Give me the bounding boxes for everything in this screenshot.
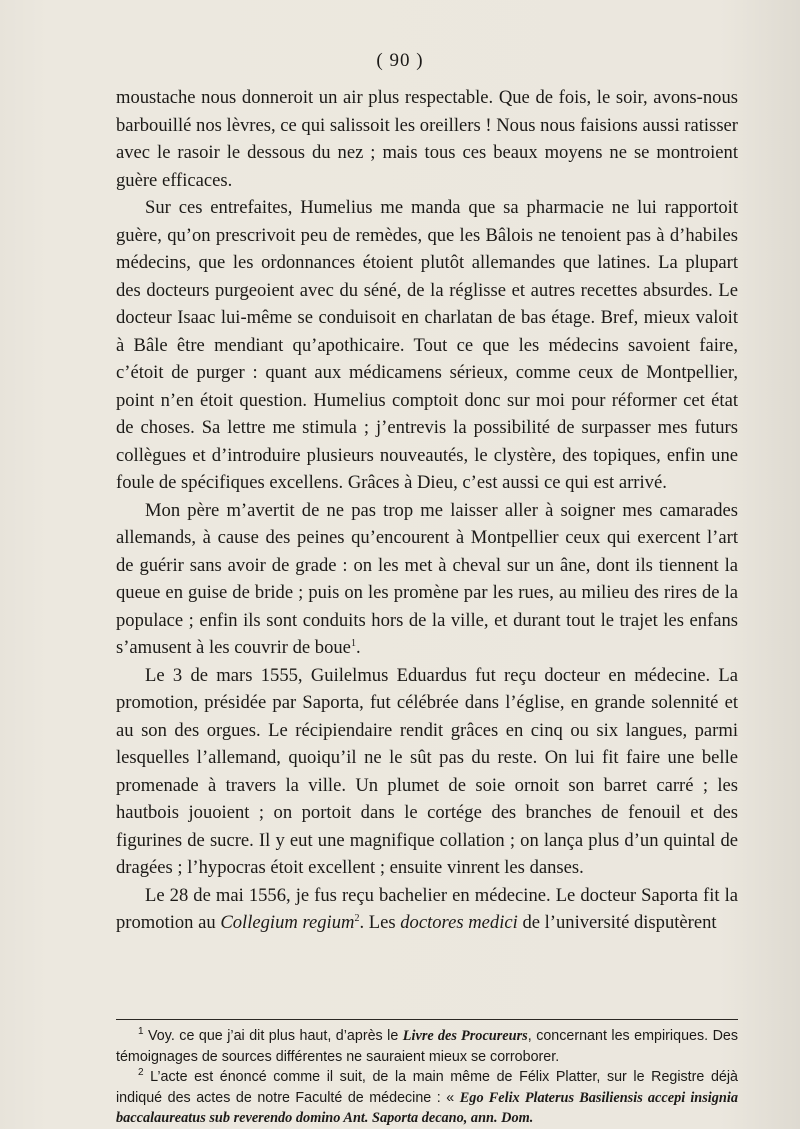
paragraph-3 (116, 497, 738, 662)
paragraph-2: Sur ces entrefaites, Humelius me manda que sa pharmacie ne lui rapportoit guère, qu’on prescrivoit peu de remèdes, que les Bâlois ne tenoient pas à d’habiles médecins, que les ordonnances étoient plutôt allemandes que latines. La plupart des docteurs purgeoient avec du séné, de la réglisse et autres recettes absurdes. Le docteur Isaac lui-même se conduisoit en charlatan de bas étage. Bref, mieux valoit à Bâle être mendiant qu’apothicaire. Tout ce que les médecins savoient faire, c’étoit de purger : quant aux médicamens sérieux, comme ceux de Montpellier, point n’en étoit question. Humelius comptoit donc sur moi pour réformer cet état de choses. Sa lettre me stimula ; j’entrevis la possibilité de surpasser mes futurs collègues et d’introduire plusieurs nouveautés, le clystère, des topiques, enfin une foule de spécifiques excellens. Grâces à Dieu, c’est aussi ce qui est arrivé. (116, 197, 738, 493)
footnote-divider (116, 1019, 738, 1020)
footnote-1-pre: Voy. ce que j’ai dit plus haut, d’après le (143, 1028, 403, 1044)
body-text (116, 84, 738, 937)
paragraph-5-mid: . Les (359, 912, 401, 933)
footnote-2 (116, 1067, 738, 1129)
paragraph-5 (116, 882, 738, 937)
paragraph-5-pre: Le 28 de mai 1556, je fus reçu bachelier en médecine. Le docteur Saporta fit la promotion au (116, 884, 738, 933)
paragraph-3-text: Mon père m’avertit de ne pas trop me laisser aller à soigner mes camarades allemands, à cause des peines qu’encourent à Montpellier ceux qui exercent l’art de guérir sans avoir de grade : on les met à cheval sur un âne, dont ils tiennent la queue en guise de bride ; puis on les promène par les rues, au milieu des rires de la populace ; enfin ils sont conduits hors de la ville, et durant tout le trajet les enfans s’amusent à les couvrir de boue (116, 499, 738, 658)
footnotes (116, 1026, 738, 1129)
footnote-2-pre: L’acte est énoncé comme il suit, de la main même de Félix Platter, sur le Registre déjà indiqué des actes de notre Faculté de médecine : « (116, 1069, 738, 1106)
paragraph-5-post: de l’université disputèrent (517, 912, 717, 933)
footnote-1 (116, 1026, 738, 1067)
paragraph-4: Le 3 de mars 1555, Guilelmus Eduardus fut reçu docteur en médecine. La promotion, présidée par Saporta, fut célébrée dans l’église, en grande solennité et au son des orgues. Le récipiendaire rendit grâces en cinq ou six langues, parmi lesquelles l’allemand, quoiqu’il ne le sût pas du reste. On lui fit faire une belle promenade à travers la ville. Un plumet de soie ornoit son barret carré ; les hautbois jouoient ; on portoit dans le cortége des branches de fenouil et des figurines de sucre. Il y eut une magnifique collation ; on lança plus d’un quintal de dragées ; l’hypocras étoit excellent ; ensuite vinrent les danses. (116, 664, 738, 878)
page-number: ( 90 ) (376, 50, 424, 71)
footnote-1-title: Livre des Procureurs (402, 1028, 528, 1044)
paragraph-1: moustache nous donneroit un air plus respectable. Que de fois, le soir, avons-nous barbouillé nos lèvres, ce qui salissoit les oreillers ! Nous nous faisions aussi ratisser avec le rasoir le dessous du nez ; mais tous ces beaux moyens ne se montroient guère efficaces. (116, 87, 738, 191)
footnote-2-quote: Ego Felix Platerus Basiliensis accepi insignia baccalaureatus sub reverendo domino Ant. Saporta decano, ann. Dom. (116, 1089, 738, 1126)
footnote-1-marker: 1 (138, 1026, 144, 1038)
paragraph-3-tail: . (355, 637, 361, 658)
footnote-ref-2: 2 (354, 912, 360, 924)
footnote-1-post: , concernant les empiriques. Des témoignages de sources différentes ne sauraient mieux se corroborer. (116, 1028, 738, 1065)
footnote-ref-1: 1 (350, 637, 356, 649)
paragraph-5-italic-1: Collegium regium (220, 912, 355, 933)
footnote-2-marker: 2 (138, 1067, 144, 1079)
paragraph-5-italic-2: doctores medici (400, 912, 518, 933)
